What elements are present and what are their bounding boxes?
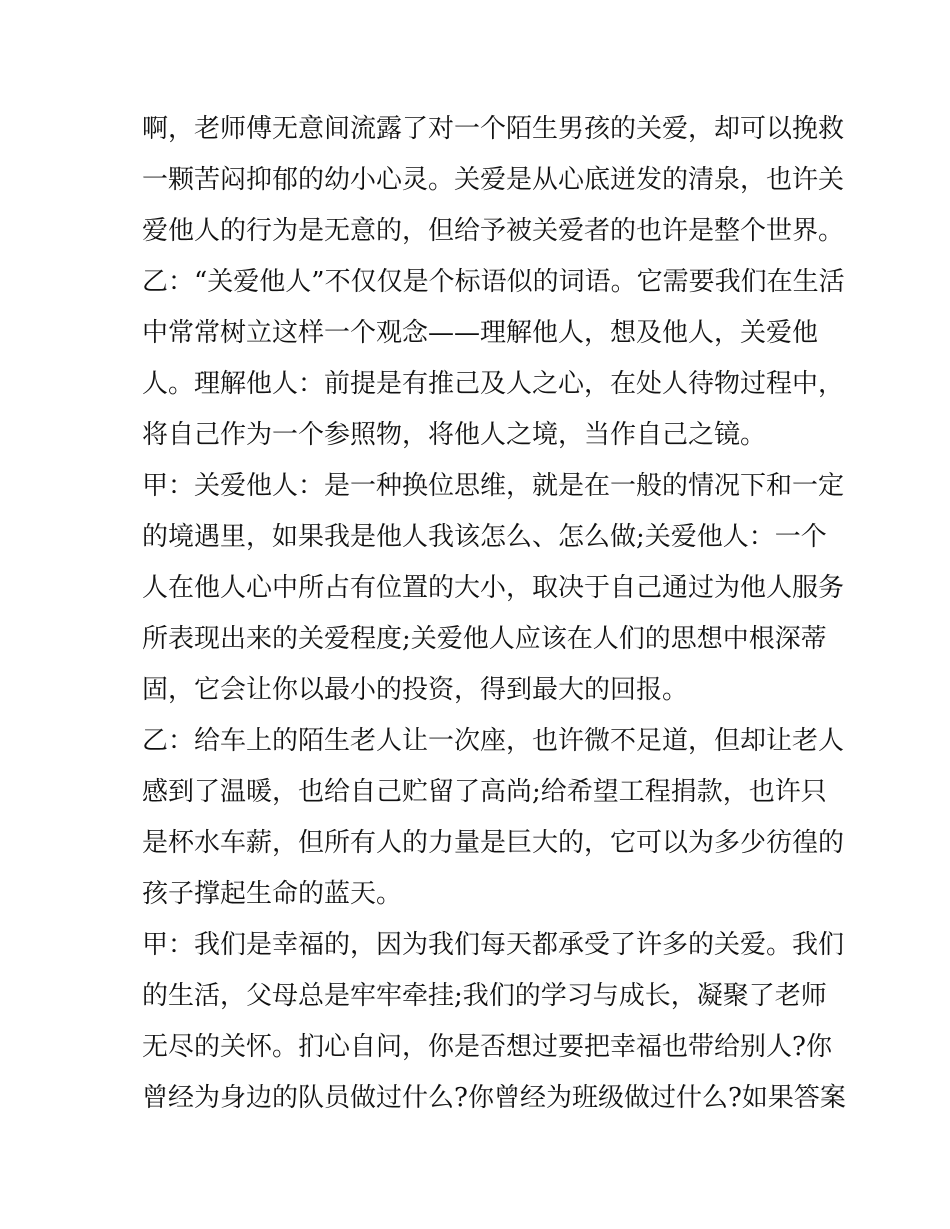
text-line-19: 无尽的关怀。扪心自问，你是否想过要把幸福也带给别人?你 xyxy=(142,1032,832,1062)
text-line-14: 感到了温暖，也给自己贮留了高尚;给希望工程捐款，也许只 xyxy=(142,777,827,807)
text-line-12: 固，它会让你以最小的投资，得到最大的回报。 xyxy=(142,675,689,705)
text-line-7: 将自己作为一个参照物，将他人之境，当作自己之镜。 xyxy=(142,420,767,450)
text-line-5: 中常常树立这样一个观念——理解他人，想及他人，关爱他 xyxy=(142,318,819,348)
text-line-11: 所表现出来的关爱程度;关爱他人应该在人们的思想中根深蒂 xyxy=(142,624,827,654)
text-line-13: 乙：给车上的陌生老人让一次座，也许微不足道，但却让老人 xyxy=(142,726,845,756)
text-line-18: 的生活，父母总是牢牢牵挂;我们的学习与成长，凝聚了老师 xyxy=(142,981,827,1011)
text-line-9: 的境遇里，如果我是他人我该怎么、怎么做;关爱他人：一个 xyxy=(142,522,827,552)
text-line-2: 一颗苦闷抑郁的幼小心灵。关爱是从心底迸发的清泉，也许关 xyxy=(142,165,845,195)
text-line-1: 啊，老师傅无意间流露了对一个陌生男孩的关爱，却可以挽救 xyxy=(142,114,845,144)
text-line-3: 爱他人的行为是无意的，但给予被关爱者的也许是整个世界。 xyxy=(142,216,845,246)
text-line-15: 是杯水车薪，但所有人的力量是巨大的，它可以为多少彷徨的 xyxy=(142,828,845,858)
text-line-10: 人在他人心中所占有位置的大小，取决于自己通过为他人服务 xyxy=(142,573,845,603)
text-line-16: 孩子撑起生命的蓝天。 xyxy=(142,879,403,909)
text-line-4: 乙：“关爱他人”不仅仅是个标语似的词语。它需要我们在生活 xyxy=(142,267,845,297)
text-line-6: 人。理解他人：前提是有推己及人之心，在处人待物过程中， xyxy=(142,369,845,399)
text-line-8: 甲：关爱他人：是一种换位思维，就是在一般的情况下和一定 xyxy=(142,471,845,501)
document-body xyxy=(142,104,846,1124)
text-line-20: 曾经为身边的队员做过什么?你曾经为班级做过什么?如果答案 xyxy=(142,1083,846,1113)
text-line-17: 甲：我们是幸福的，因为我们每天都承受了许多的关爱。我们 xyxy=(142,930,845,960)
